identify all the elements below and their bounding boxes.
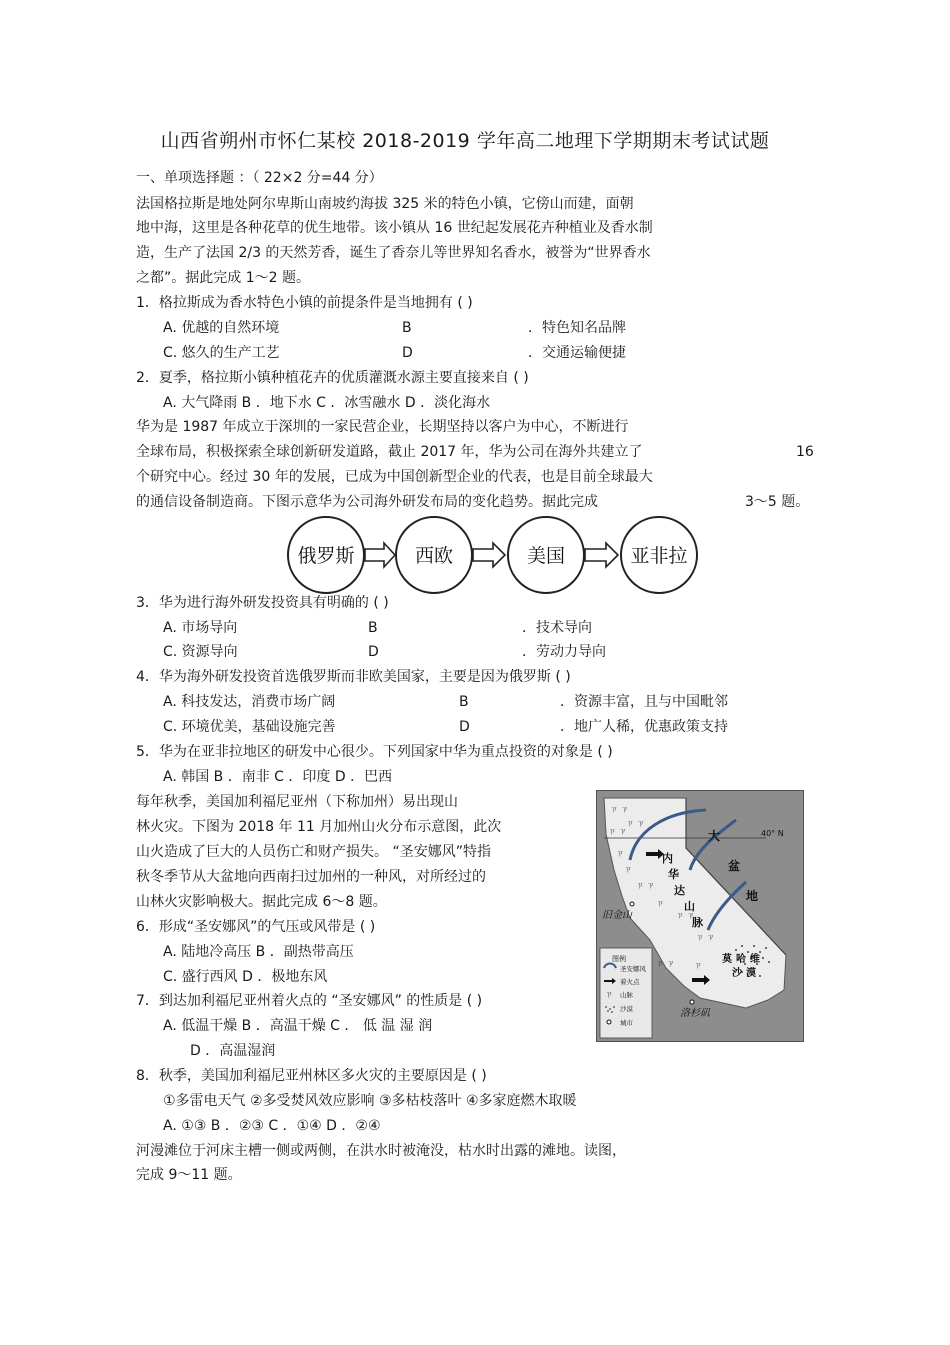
q1-option-d: ．交通运输便捷 (528, 345, 626, 361)
legend-mountain-icon: ㄗ (605, 990, 613, 999)
q4-option-a: A. 科技发达，消费市场广阔 (163, 694, 336, 710)
passage-line: 林火灾。下图为 2018 年 11 月加州山火分布示意图，此次 (136, 819, 502, 835)
q4-option-d-letter: D (459, 719, 470, 735)
map-city-sf: 旧金山 (602, 910, 632, 921)
passage-line: 秋冬季节从大盆地向西南扫过加州的一种风，对所经过的 (136, 869, 486, 885)
svg-text:ㄗ ㄗ: ㄗ ㄗ (696, 933, 715, 942)
legend-desert: 沙漠 (620, 1005, 633, 1013)
map-range-char: 脉 (692, 916, 703, 929)
svg-text:ㄗ ㄗ: ㄗ ㄗ (608, 827, 627, 836)
q7-option-d: D ．高温湿润 (190, 1043, 276, 1059)
q6-options-ab: A. 陆地冷高压 B ．副热带高压 (163, 944, 354, 960)
flow-arrow-3 (585, 543, 618, 567)
svg-text:ㄗ ㄗ: ㄗ ㄗ (656, 959, 675, 968)
question-3-stem: 3．华为进行海外研发投资具有明确的 ( ) (136, 595, 389, 611)
question-1-stem: 1．格拉斯成为香水特色小镇的前提条件是当地拥有 ( ) (136, 295, 473, 311)
flow-label-usa: 美国 (526, 545, 566, 567)
passage-line: 全球布局，积极探索全球创新研发道路，截止 2017 年，华为公司在海外共建立了 (136, 444, 643, 460)
map-city-la: 洛杉矶 (680, 1008, 710, 1019)
q6-options-cd: C. 盛行西风 D ．极地东风 (163, 969, 328, 985)
legend-fire: 着火点 (620, 978, 640, 986)
flow-label-western-europe: 西欧 (414, 545, 454, 567)
passage-number: 16 (796, 444, 814, 460)
svg-text:ㄗ: ㄗ (616, 849, 624, 858)
q3-option-b: ．技术导向 (522, 620, 592, 636)
question-5-stem: 5．华为在亚非拉地区的研发中心很少。下列国家中华为重点投资的对象是 ( ) (136, 744, 613, 760)
question-4-stem: 4．华为海外研发投资首选俄罗斯而非欧美国家，主要是因为俄罗斯 ( ) (136, 669, 571, 685)
q3-option-d: ．劳动力导向 (522, 644, 606, 660)
q4-option-d: ．地广人稀，优惠政策支持 (560, 719, 728, 735)
q2-options: A. 大气降雨 B ．地下水 C ．冰雪融水 D ．淡化海水 (163, 395, 491, 411)
passage-line: 地中海，这里是各种花草的优生地带。该小镇从 16 世纪起发展花卉种植业及香水制 (136, 220, 653, 236)
legend-wind: 圣安娜风 (620, 965, 646, 973)
city-marker-los-angeles (690, 1000, 694, 1004)
flow-arrow-1 (365, 543, 395, 567)
passage-line: 河漫滩位于河床主槽一侧或两侧，在洪水时被淹没，枯水时出露的滩地。读图， (136, 1143, 626, 1159)
svg-text:ㄗ ㄗ: ㄗ ㄗ (626, 819, 645, 828)
svg-text:ㄗ: ㄗ (624, 865, 632, 874)
q3-option-d-letter: D (368, 644, 379, 660)
map-basin-char: 大 (708, 829, 721, 843)
svg-text:ㄗ ㄗ: ㄗ ㄗ (610, 805, 629, 814)
question-2-stem: 2．夏季，格拉斯小镇种植花卉的优质灌溉水源主要直接来自 ( ) (136, 370, 529, 386)
q1-option-c: C. 悠久的生产工艺 (163, 345, 280, 361)
city-marker-san-francisco (630, 902, 634, 906)
map-desert-char: 沙 (732, 968, 742, 979)
q4-option-b-letter: B (459, 694, 469, 710)
map-range-char: 华 (668, 868, 679, 881)
q1-option-a: A. 优越的自然环境 (163, 320, 280, 336)
flow-arrow-2 (473, 543, 505, 567)
passage-line: 之都”。据此完成 1～2 题。 (136, 270, 310, 286)
q5-options: A. 韩国 B ．南非 C ．印度 D ．巴西 (163, 769, 393, 785)
legend-city: 城市 (620, 1019, 633, 1027)
passage-line: 法国格拉斯是地处阿尔卑斯山南坡约海拔 325 米的特色小镇，它傍山而建，面朝 (136, 196, 634, 212)
map-desert-char: 哈 (736, 954, 746, 965)
legend-mountain: 山脉 (620, 991, 633, 999)
map-range-char: 达 (674, 884, 685, 897)
flow-label-russia: 俄罗斯 (297, 545, 355, 567)
svg-text:ㄗ ㄗ: ㄗ ㄗ (676, 911, 695, 920)
q1-option-b: ．特色知名品牌 (528, 320, 626, 336)
question-8-stem: 8．秋季，美国加利福尼亚州林区多火灾的主要原因是 ( ) (136, 1068, 487, 1084)
legend-city-icon (607, 1020, 611, 1024)
passage-line: 的通信设备制造商。下图示意华为公司海外研发布局的变化趋势。据此完成 (136, 494, 598, 510)
map-latitude-label: 40° N (761, 829, 784, 838)
passage-line: 完成 9～11 题。 (136, 1167, 242, 1183)
map-desert-char: 维 (750, 954, 760, 965)
map-range-char: 内 (662, 852, 673, 865)
passage-line: 造，生产了法国 2/3 的天然芳香，诞生了香奈儿等世界知名香水，被誉为“世界香水 (136, 245, 651, 261)
q4-option-b: ．资源丰富，且与中国毗邻 (560, 694, 728, 710)
passage-line: 每年秋季，美国加利福尼亚州（下称加州）易出现山 (136, 794, 458, 810)
flow-label-asia-africa-latam: 亚非拉 (630, 545, 688, 567)
svg-text:ㄗ ㄗ: ㄗ ㄗ (636, 881, 655, 890)
svg-text:ㄗ: ㄗ (656, 899, 664, 908)
california-fire-map (596, 790, 804, 1042)
q7-options-abc: A. 低温干燥 B ．高温干燥 C ． 低 温 湿 润 (163, 1018, 433, 1034)
map-range-char: 山 (684, 900, 695, 913)
page-title: 山西省朔州市怀仁某校 2018-2019 学年高二地理下学期期末考试试题 (160, 130, 770, 152)
q8-options: A. ①③ B ．②③ C ．①④ D ．②④ (163, 1118, 381, 1134)
map-desert-char: 莫 (722, 954, 732, 965)
q4-option-c: C. 环境优美，基础设施完善 (163, 719, 336, 735)
question-6-stem: 6．形成“圣安娜风”的气压或风带是 ( ) (136, 919, 376, 935)
map-basin-char: 盆 (728, 859, 741, 873)
q1-option-d-letter: D (402, 345, 413, 361)
legend-title: 图例 (612, 955, 626, 963)
question-7-stem: 7．到达加利福尼亚州着火点的 “圣安娜风” 的性质是 ( ) (136, 993, 483, 1009)
map-basin-char: 地 (746, 889, 759, 903)
map-legend (600, 948, 652, 1038)
passage-range: 3～5 题。 (745, 494, 810, 510)
passage-line: 山林火灾影响极大。据此完成 6～8 题。 (136, 894, 387, 910)
q8-items: ①多雷电天气 ②多受焚风效应影响 ③多枯枝落叶 ④多家庭燃木取暖 (163, 1093, 577, 1109)
q3-option-c: C. 资源导向 (163, 644, 238, 660)
passage-line: 山火造成了巨大的人员伤亡和财产损失。 “圣安娜风”特指 (136, 844, 491, 860)
q3-option-b-letter: B (368, 620, 378, 636)
passage-line: 华为是 1987 年成立于深圳的一家民营企业，长期坚持以客户为中心，不断进行 (136, 419, 629, 435)
svg-text:ㄗ: ㄗ (694, 961, 702, 970)
q1-option-b-letter: B (402, 320, 412, 336)
q3-option-a: A. 市场导向 (163, 620, 238, 636)
section-heading: 一、单项选择题 ：（ 22×2 分=44 分） (136, 170, 383, 186)
huawei-rd-flow-diagram (280, 514, 700, 596)
passage-line: 个研究中心。经过 30 年的发展，已成为中国创新型企业的代表，也是目前全球最大 (136, 469, 653, 485)
map-desert-char: 漠 (746, 968, 756, 979)
